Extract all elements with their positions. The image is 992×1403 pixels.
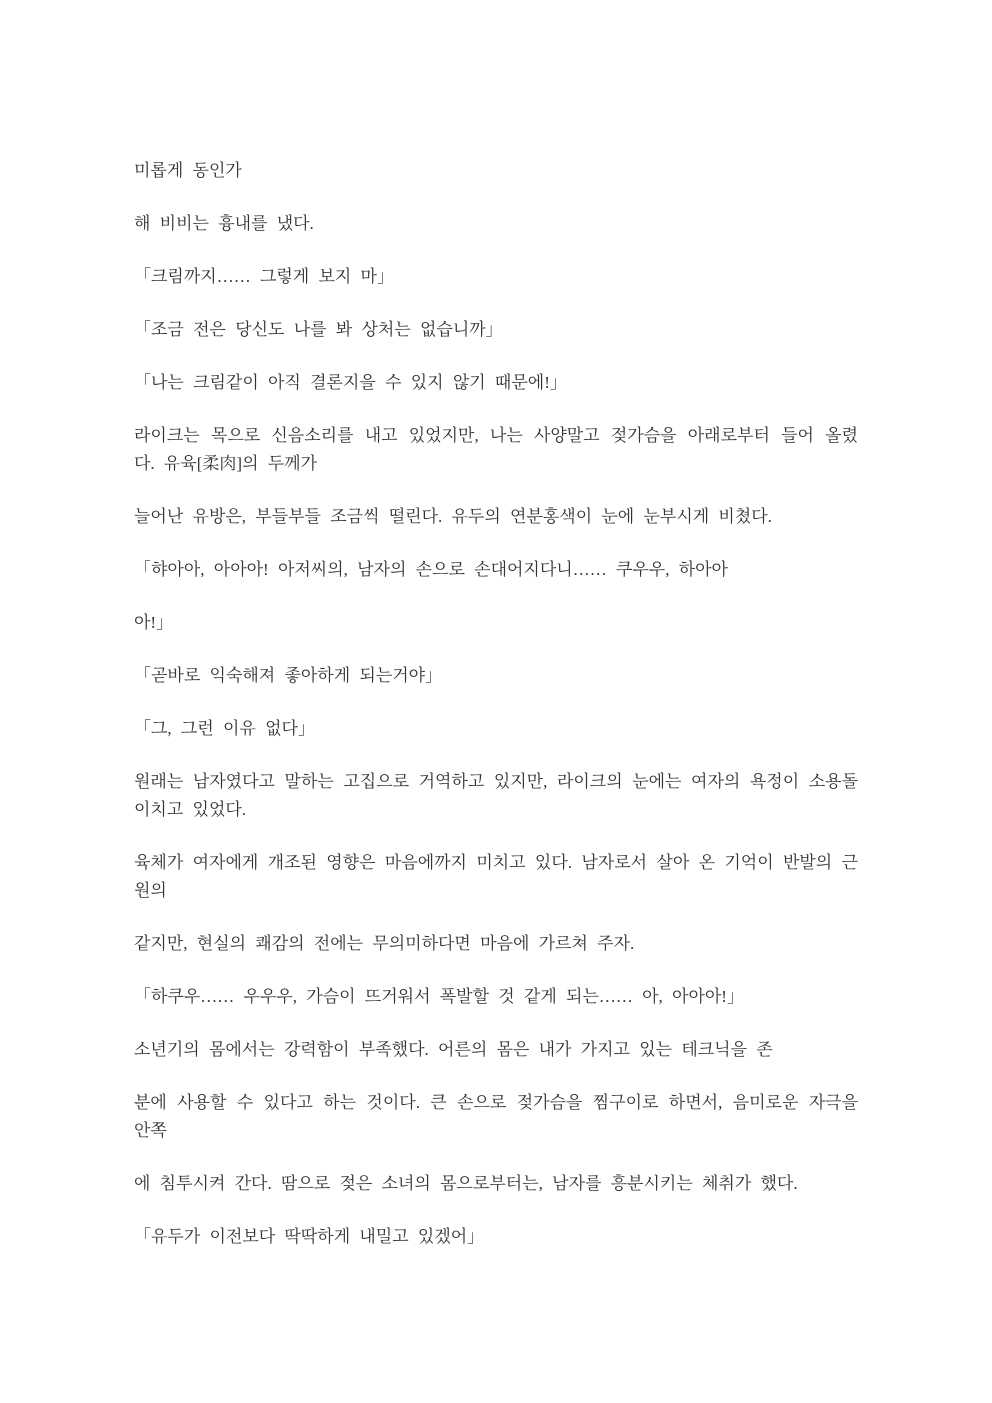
- text-line: 미롭게 동인가: [134, 161, 242, 180]
- text-line: 「그, 그런 이유 없다」: [134, 719, 315, 738]
- text-line: 「나는 크림같이 아직 결론지을 수 있지 않기 때문에!」: [134, 373, 567, 392]
- paragraph: [134, 930, 858, 958]
- text-line: 「조금 전은 당신도 나를 봐 상처는 없습니까」: [134, 320, 503, 339]
- paragraph: [134, 1170, 858, 1198]
- text-line: 「유두가 이전보다 딱딱하게 내밀고 있겠어」: [134, 1227, 485, 1246]
- text-line: 아!」: [134, 613, 174, 632]
- text-line: 「곧바로 익숙해져 좋아하게 되는거야」: [134, 666, 443, 685]
- text-line: 소년기의 몸에서는 강력함이 부족했다. 어른의 몸은 내가 가지고 있는 테크닉을 존: [134, 1040, 773, 1059]
- document-text-block: [134, 157, 858, 1276]
- text-line: 다. 유육[柔肉]의 두께가: [134, 454, 318, 473]
- text-line: 같지만, 현실의 쾌감의 전에는 무의미하다면 마음에 가르쳐 주자.: [134, 934, 635, 953]
- text-line: 「햐아아, 아아아! 아저씨의, 남자의 손으로 손대어지다니…… 쿠우우, 하아아: [134, 560, 728, 579]
- paragraph-dialogue: [134, 1223, 858, 1251]
- paragraph-dialogue: [134, 316, 858, 344]
- text-line: 분에 사용할 수 있다고 하는 것이다. 큰 손으로 젖가슴을 찜구이로 하면서, 음미로운 자극을: [134, 1093, 858, 1112]
- paragraph: [134, 503, 858, 531]
- paragraph: [134, 1089, 858, 1145]
- paragraph-dialogue: [134, 983, 858, 1011]
- paragraph: [134, 210, 858, 238]
- paragraph-dialogue: [134, 715, 858, 743]
- paragraph: [134, 849, 858, 905]
- text-line: 안쪽: [134, 1121, 167, 1140]
- text-line: 이치고 있었다.: [134, 800, 247, 819]
- paragraph: [134, 157, 858, 185]
- text-line: 늘어난 유방은, 부들부들 조금씩 떨린다. 유두의 연분홍색이 눈에 눈부시게 비쳤다.: [134, 507, 772, 526]
- text-line: 라이크는 목으로 신음소리를 내고 있었지만, 나는 사양말고 젖가슴을 아래로부터 들어 올렸: [134, 426, 858, 445]
- text-line: 원의: [134, 881, 167, 900]
- paragraph: [134, 768, 858, 824]
- paragraph-dialogue: [134, 556, 858, 584]
- text-line: 해 비비는 흉내를 냈다.: [134, 214, 314, 233]
- paragraph: [134, 422, 858, 478]
- paragraph-dialogue: [134, 662, 858, 690]
- paragraph-dialogue: [134, 609, 858, 637]
- paragraph-dialogue: [134, 263, 858, 291]
- text-line: 육체가 여자에게 개조된 영향은 마음에까지 미치고 있다. 남자로서 살아 온 기억이 반발의 근: [134, 853, 858, 872]
- text-line: 「하쿠우…… 우우우, 가슴이 뜨거워서 폭발할 것 같게 되는…… 아, 아아아!」: [134, 987, 744, 1006]
- text-line: 에 침투시켜 간다. 땀으로 젖은 소녀의 몸으로부터는, 남자를 흥분시키는 체취가 했다.: [134, 1174, 798, 1193]
- paragraph-dialogue: [134, 369, 858, 397]
- paragraph: [134, 1036, 858, 1064]
- text-line: 「크림까지…… 그렇게 보지 마」: [134, 267, 394, 286]
- text-line: 원래는 남자였다고 말하는 고집으로 거역하고 있지만, 라이크의 눈에는 여자의 욕정이 소용돌: [134, 772, 858, 791]
